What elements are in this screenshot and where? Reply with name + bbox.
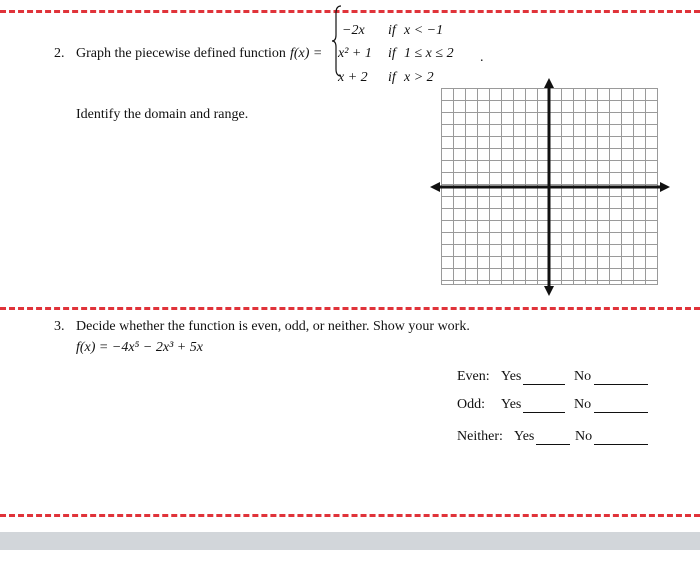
problem-3-function: f(x) = −4x⁵ − 2x³ + 5x — [76, 340, 203, 355]
case-3-condition: x > 2 — [404, 70, 434, 85]
case-2-condition: 1 ≤ x ≤ 2 — [404, 46, 454, 61]
neither-no-blank[interactable] — [594, 444, 648, 445]
even-no-label: No — [574, 369, 592, 384]
case-1-condition: x < −1 — [404, 23, 444, 38]
bottom-divider — [0, 514, 700, 517]
problem-3-number: 3. — [54, 319, 65, 334]
odd-label: Odd: — [457, 397, 485, 412]
problem-3-prompt: Decide whether the function is even, odd, or neither. Show your work. — [76, 319, 470, 334]
even-yes-blank[interactable] — [523, 384, 565, 385]
case-2-expr: x² + 1 — [338, 46, 372, 61]
case-3-if: if — [388, 70, 396, 85]
trailing-period: . — [480, 50, 484, 65]
neither-yes-label: Yes — [514, 429, 535, 444]
top-divider — [0, 10, 700, 13]
problem-2-number: 2. — [54, 46, 65, 61]
function-notation: f(x) = — [290, 46, 323, 61]
problem-2-prompt: Graph the piecewise defined function — [76, 46, 286, 61]
bottom-gray-bar — [0, 532, 700, 550]
case-1-if: if — [388, 23, 396, 38]
even-label: Even: — [457, 369, 490, 384]
coordinate-axes — [430, 78, 670, 296]
neither-label: Neither: — [457, 429, 503, 444]
even-yes-label: Yes — [501, 369, 522, 384]
neither-yes-blank[interactable] — [536, 444, 570, 445]
case-2-if: if — [388, 46, 396, 61]
case-1-expr: −2x — [342, 23, 365, 38]
neither-no-label: No — [575, 429, 593, 444]
even-no-blank[interactable] — [594, 384, 648, 385]
case-3-expr: x + 2 — [338, 70, 368, 85]
middle-divider — [0, 307, 700, 310]
odd-yes-label: Yes — [501, 397, 522, 412]
odd-no-blank[interactable] — [594, 412, 648, 413]
piecewise-brace — [332, 5, 342, 77]
odd-no-label: No — [574, 397, 592, 412]
domain-range-prompt: Identify the domain and range. — [76, 107, 249, 122]
odd-yes-blank[interactable] — [523, 412, 565, 413]
